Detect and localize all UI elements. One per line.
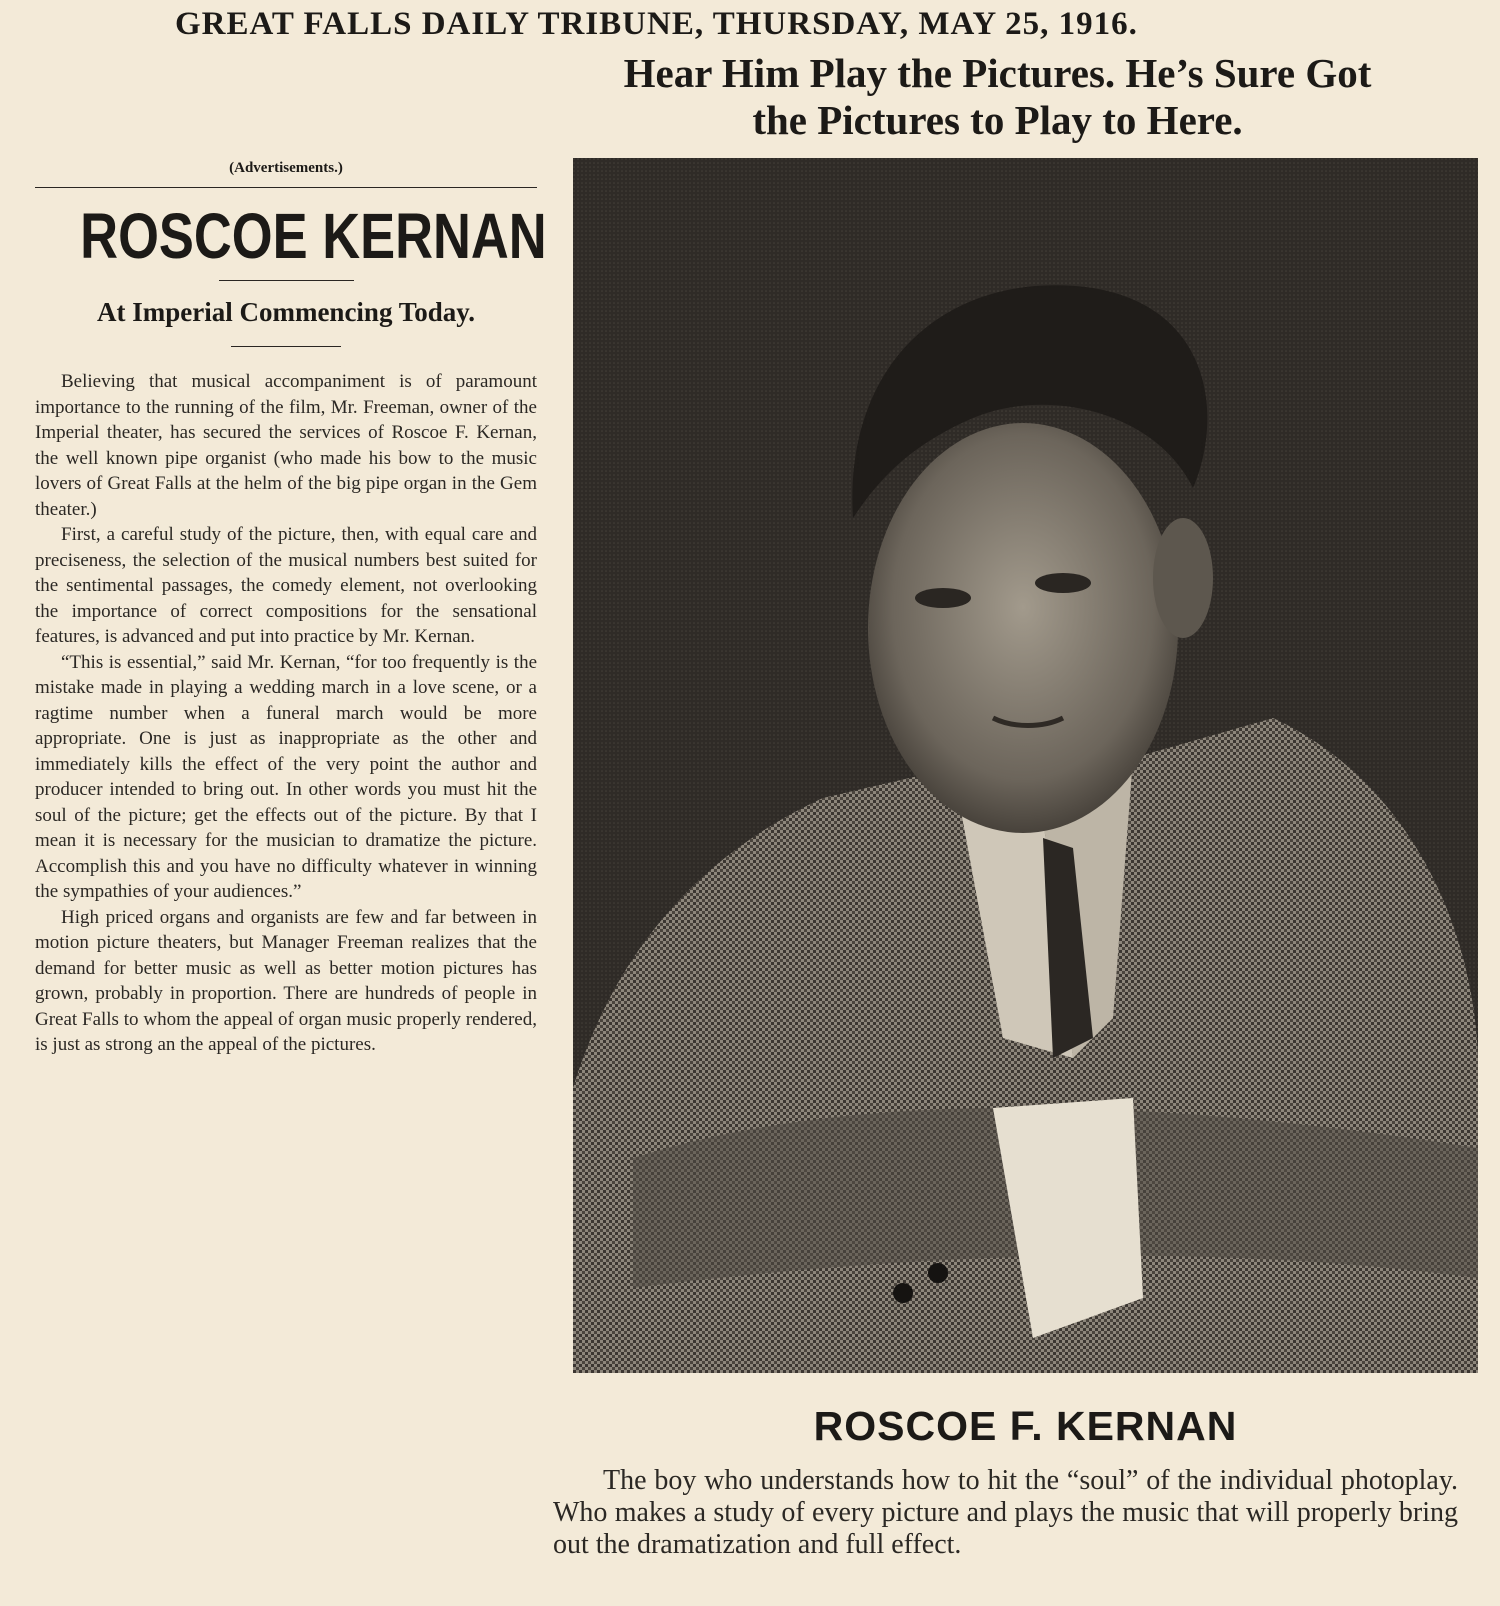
portrait-photo [573,158,1478,1373]
banner-line-1: Hear Him Play the Pictures. He’s Sure Got [623,50,1372,96]
banner-headline [535,50,1460,144]
article-column [35,160,547,1058]
article-paragraph: “This is essential,” said Mr. Kernan, “for too frequently is the mistake made in playing a wedding march in a love scene, or a ragtime number when a funeral march would be more appropriate. One is just as inappropriate as the other and immediately kills the effect of the very point the author and producer intended to bring out. In other words you must hit the soul of the picture; get the effects out of the picture. By that I mean it is necessary for the musician to dramatize the picture. Accomplish this and you have no difficulty whatever in winning the sympathies of your audiences.” [35,651,537,902]
article-body [35,369,537,1058]
photo-caption-text: The boy who understands how to hit the “soul” of the individual photoplay. Who makes a study of every picture and plays the music that will properly bring out the dramatization and full effect. [553,1465,1458,1560]
article-paragraph: High priced organs and organists are few and far between in motion picture theaters, but Manager Freeman realizes that the demand for better music as well as better motion pictures has grown, probably in proportion. There are hundreds of people in Great Falls to whom the appeal of organ music properly rendered, is just as strong an the appeal of the pictures. [35,906,537,1055]
newspaper-masthead: GREAT FALLS DAILY TRIBUNE, THURSDAY, MAY 25, 1916. [175,6,1138,42]
banner-line-2: the Pictures to Play to Here. [752,97,1243,143]
article-paragraph: Believing that musical accompaniment is of paramount importance to the running of the film, Mr. Freeman, owner of the Imperial theater, has secured the services of Roscoe F. Kernan, the well known pipe organist (who made his bow to the music lovers of Great Falls at the helm of the big pipe organ in the Gem theater.) [35,371,537,520]
article-headline: ROSCOE KERNAN [80,200,547,272]
article-paragraph: First, a careful study of the picture, then, with equal care and preciseness, the selection of the musical numbers best suited for the sentimental passages, the comedy element, not overlooking the importance of correct compositions for the sensational features, is advanced and put into practice by Mr. Kernan. [35,524,537,647]
divider-rule [219,280,354,281]
photo-caption-name: ROSCOE F. KERNAN [813,1403,1238,1449]
article-subheadline: At Imperial Commencing Today. [96,297,476,327]
portrait-illustration [573,158,1478,1373]
divider-rule [231,346,341,347]
advertisement-note: (Advertisements.) [35,160,537,188]
